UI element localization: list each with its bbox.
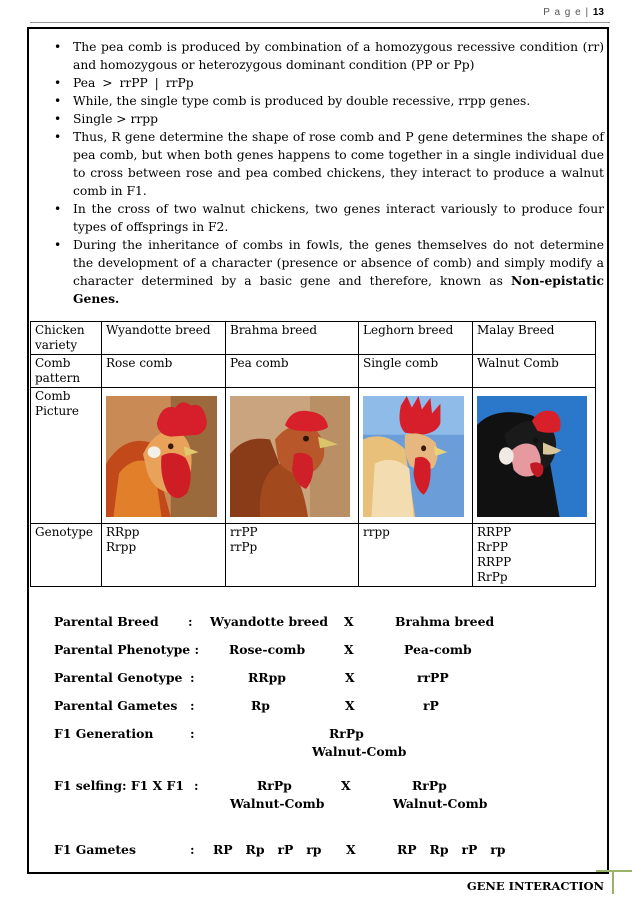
table-cell xyxy=(359,388,473,524)
comb-breed-table xyxy=(30,321,596,587)
row-colon: : xyxy=(190,670,195,685)
cross-symbol: X xyxy=(345,698,355,713)
bullet-item: • While, the single type comb is produced by double recessive, rrpp genes. xyxy=(54,92,604,110)
table-cell: Pea comb xyxy=(226,355,359,388)
parent-right: Pea-comb xyxy=(404,642,472,657)
parent-left: Wyandotte breed xyxy=(210,614,329,629)
footer-title: GENE INTERACTION xyxy=(466,879,604,893)
bullet-item: • Thus, R gene determine the shape of rose comb and P gene determines the shape of pea comb, but when both genes happens to come together in a single individual due to cross between rose and pea combed chickens, they interact to produce a walnut comb in F1. xyxy=(54,128,604,200)
bullet-item xyxy=(54,236,604,308)
bullet-item: • Single > rrpp xyxy=(54,110,604,128)
genotype-value: rrPP xyxy=(230,525,258,539)
table-row xyxy=(31,524,596,587)
row-label: F1 Generation xyxy=(54,726,154,741)
bullet-item: • The pea comb is produced by combination of a homozygous recessive condition (rr) and homozygous or heterozygous dominant condition (PP or Pp) xyxy=(54,38,604,74)
row-colon: : xyxy=(190,698,195,713)
row-label: Genotype xyxy=(31,524,102,587)
table-cell xyxy=(359,524,473,587)
row-label: F1 Gametes xyxy=(54,842,136,857)
page-header xyxy=(543,7,604,18)
parent-right: RrPp xyxy=(412,778,447,793)
row-label: Parental Gametes xyxy=(54,698,178,713)
gametes-right: RP Rp rP rp xyxy=(397,842,506,857)
row-colon: : xyxy=(190,842,195,857)
parent-left: Rp xyxy=(251,698,270,713)
table-cell xyxy=(226,388,359,524)
table-cell: Malay Breed xyxy=(473,322,596,355)
cross-symbol: X xyxy=(345,670,355,685)
cross-symbol: X xyxy=(346,842,356,857)
table-row xyxy=(31,388,596,524)
row-label: Parental Genotype xyxy=(54,670,183,685)
page-number: 13 xyxy=(592,7,604,18)
footer-accent-line xyxy=(596,870,632,872)
non-epistatic-term: Non-epistatic Genes. xyxy=(73,273,604,306)
cross-symbol: X xyxy=(344,614,354,629)
genotype-value: RrPP xyxy=(477,540,508,554)
header-divider xyxy=(30,22,610,23)
parent-right: rP xyxy=(423,698,439,713)
row-colon: : xyxy=(188,614,193,629)
genotype-value: RRpp xyxy=(106,525,140,539)
row-label: Parental Phenotype : xyxy=(54,642,200,657)
table-cell: Walnut Comb xyxy=(473,355,596,388)
table-row xyxy=(31,355,596,388)
f1-phenotype: Walnut-Comb xyxy=(312,744,407,759)
bullet-text: During the inheritance of combs in fowls, the genes themselves do not determine the development of a character (presence or absence of comb) and simply modify a character determined by a basic gene and therefore, known as xyxy=(73,238,604,288)
table-cell: Brahma breed xyxy=(226,322,359,355)
genotype-value: Rrpp xyxy=(106,540,137,554)
row-colon: : xyxy=(194,778,199,793)
bullet-item: • In the cross of two walnut chickens, two genes interact variously to produce four types of offsprings in F2. xyxy=(54,200,604,236)
table-cell xyxy=(473,524,596,587)
table-cell: Rose comb xyxy=(102,355,226,388)
table-cell xyxy=(226,524,359,587)
genotype-value: RrPp xyxy=(477,570,508,584)
parent-right: Brahma breed xyxy=(395,614,495,629)
table-row xyxy=(31,322,596,355)
rooster-pea-comb-photo xyxy=(230,396,350,517)
row-label: Comb pattern xyxy=(31,355,102,388)
footer-accent-vline xyxy=(612,870,614,894)
row-label: Comb Picture xyxy=(31,388,102,524)
cross-symbol: X xyxy=(344,642,354,657)
rooster-rose-comb-photo xyxy=(106,396,217,517)
genotype-value: RRPP xyxy=(477,555,512,569)
f1-genotype: RrPp xyxy=(329,726,364,741)
table-cell xyxy=(473,388,596,524)
row-colon: : xyxy=(190,726,195,741)
parent-left: RrPp xyxy=(257,778,292,793)
gametes-left: RP Rp rP rp xyxy=(213,842,322,857)
row-label: Chicken variety xyxy=(31,322,102,355)
parent-right: rrPP xyxy=(417,670,449,685)
genotype-value: rrpp xyxy=(363,525,390,539)
row-label: Parental Breed xyxy=(54,614,159,629)
parent-left-phenotype: Walnut-Comb xyxy=(230,796,325,811)
rooster-single-comb-photo xyxy=(363,396,464,517)
bullet-item: • Pea > rrPP | rrPp xyxy=(54,74,604,92)
parent-left: RRpp xyxy=(248,670,286,685)
bullet-list xyxy=(54,38,604,308)
table-cell: Single comb xyxy=(359,355,473,388)
parent-left: Rose-comb xyxy=(229,642,306,657)
table-cell: Leghorn breed xyxy=(359,322,473,355)
table-cell: Wyandotte breed xyxy=(102,322,226,355)
genotype-value: RRPP xyxy=(477,525,512,539)
table-cell xyxy=(102,388,226,524)
table-cell xyxy=(102,524,226,587)
cross-symbol: X xyxy=(341,778,351,793)
genotype-value: rrPp xyxy=(230,540,258,554)
parent-right-phenotype: Walnut-Comb xyxy=(393,796,488,811)
rooster-walnut-comb-photo xyxy=(477,396,587,517)
row-label: F1 selfing: F1 X F1 xyxy=(54,778,184,793)
page-label: P a g e | xyxy=(543,7,590,18)
